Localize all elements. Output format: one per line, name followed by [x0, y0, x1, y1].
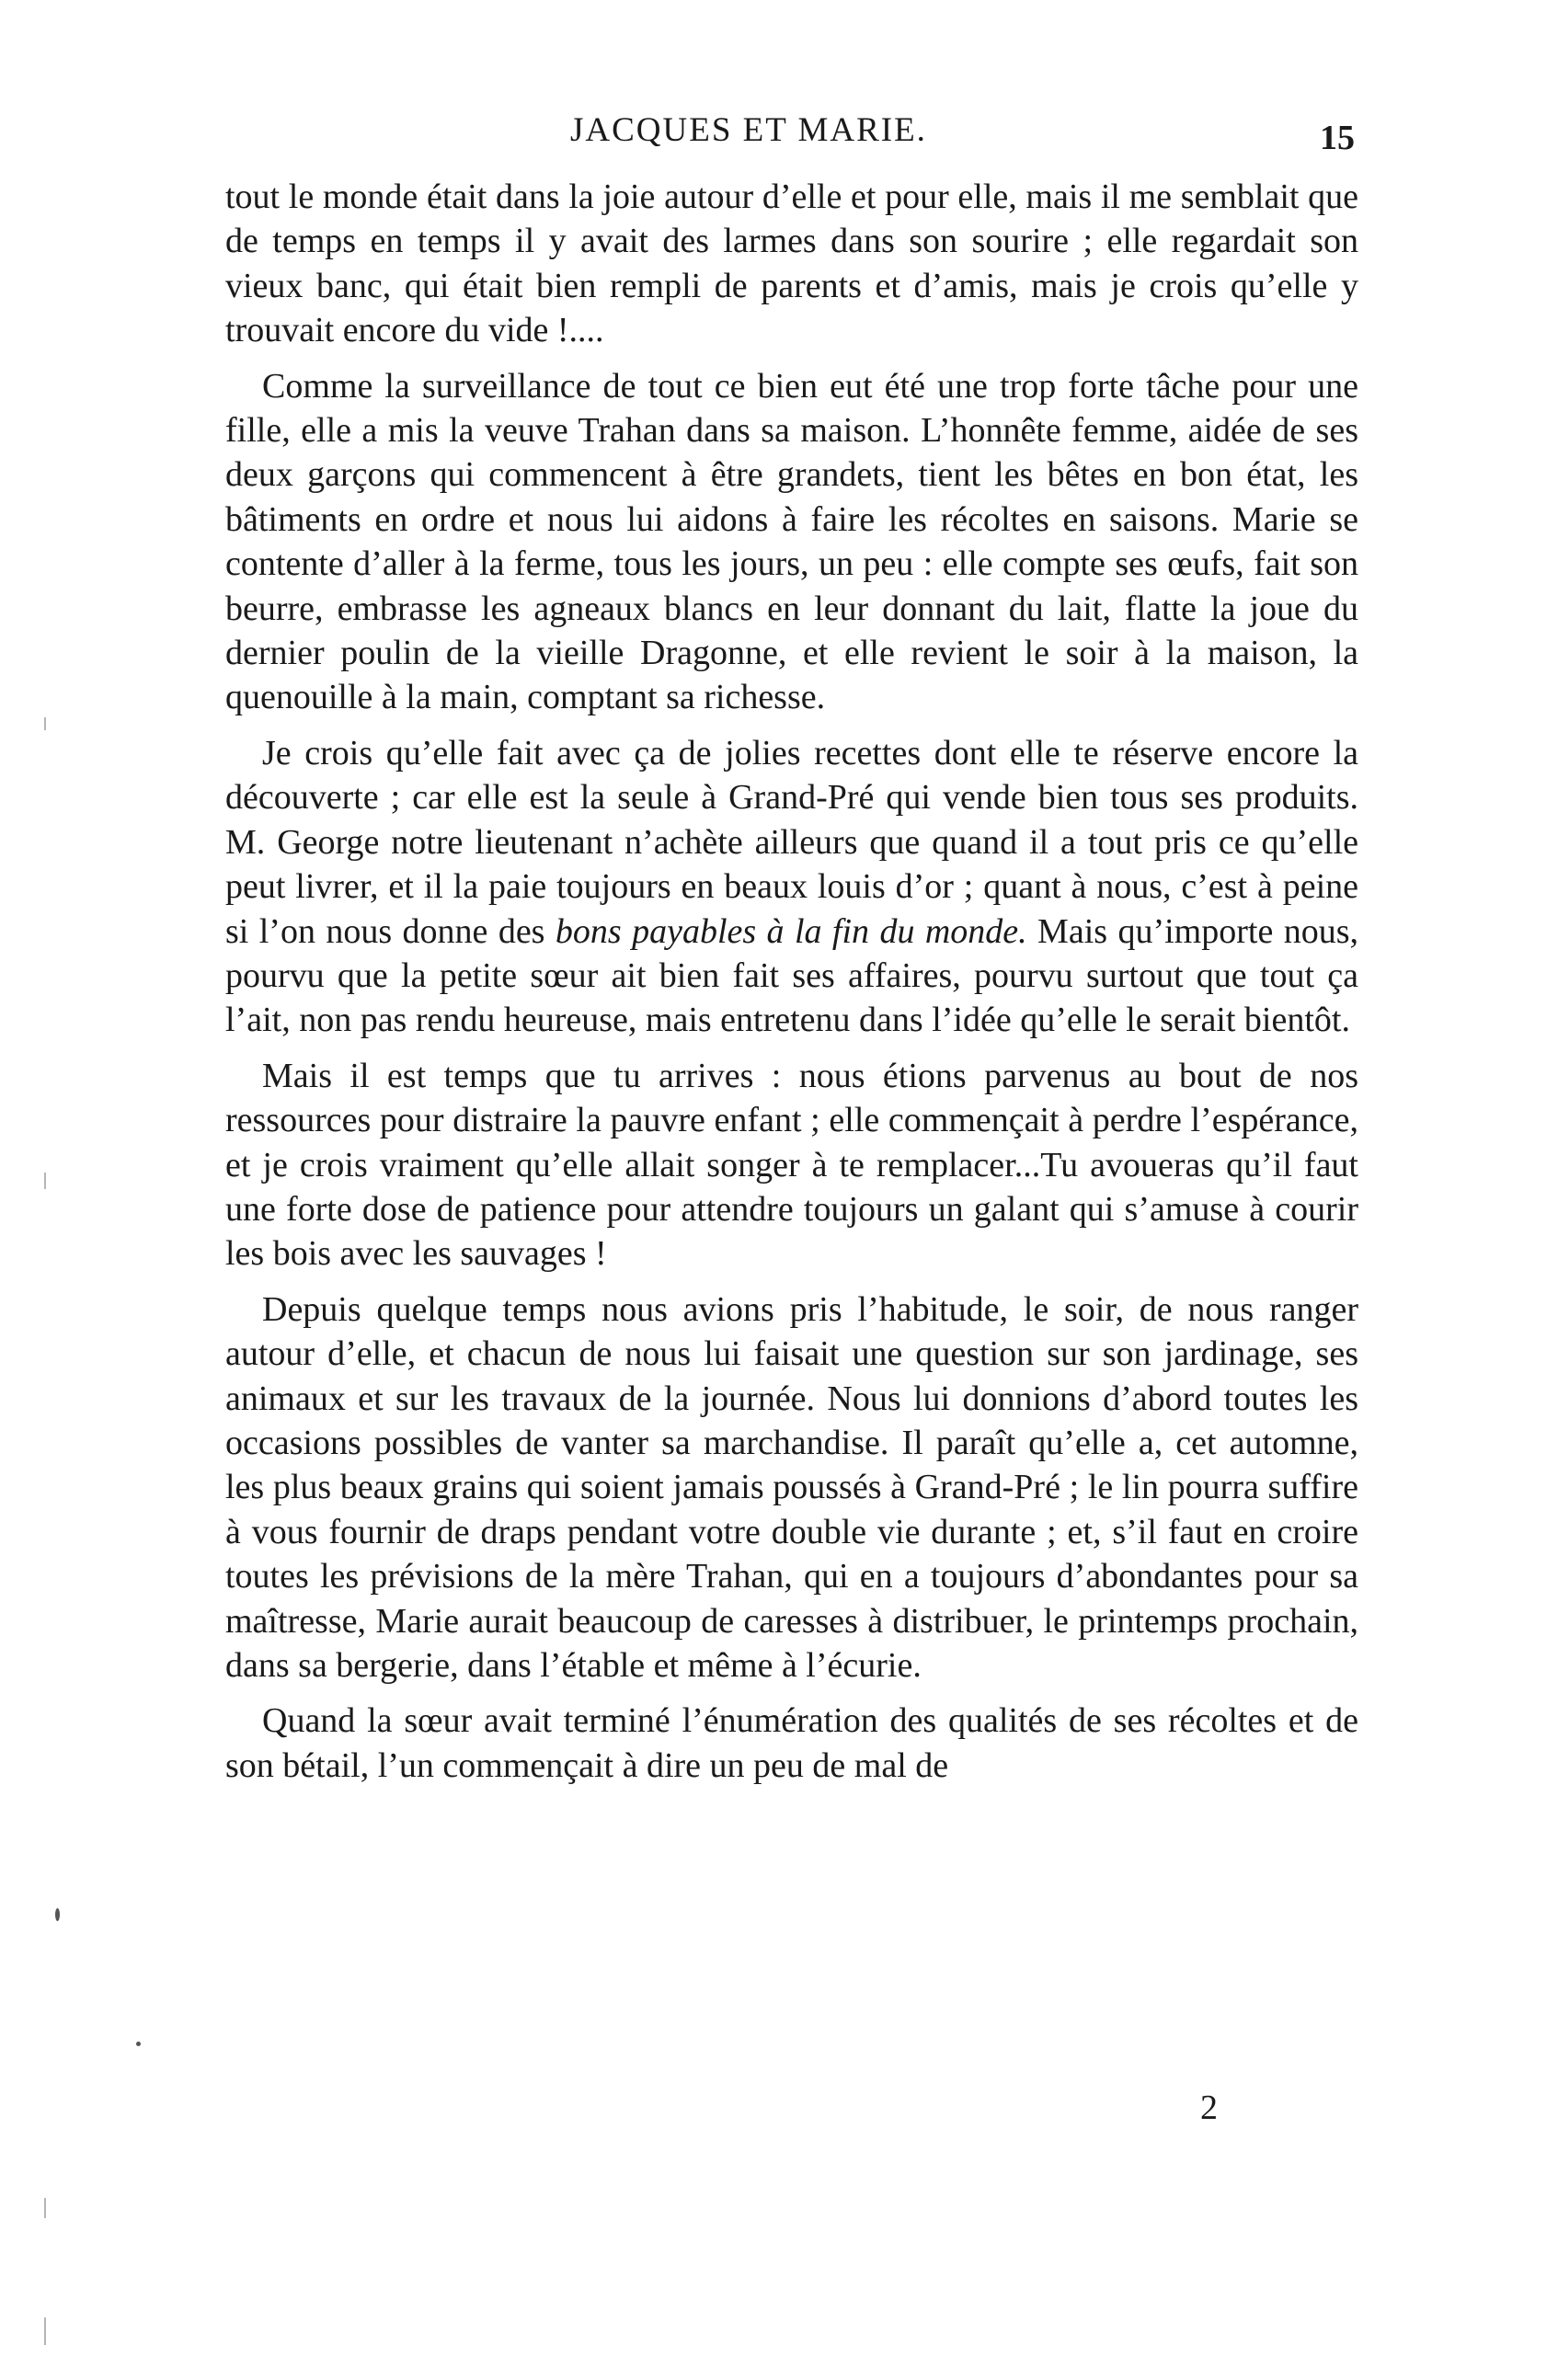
- paragraph-5: Depuis quelque temps nous avions pris l’habitude, le soir, de nous ranger autour d’elle, et chacun de nous lui faisait une question sur son jardinage, ses animaux et sur les travaux de la journée. Nous lui donnions d’abord toutes les occasions possibles de vanter sa marchandise. Il paraît qu’elle a, cet automne, les plus beaux grains qui soient jamais poussés à Grand-Pré ; le lin pourra suffire à vous fournir de draps pendant votre double vie durante ; et, s’il faut en croire toutes les prévisions de la mère Trahan, qui en a toujours d’abondantes pour sa maîtresse, Marie aurait beaucoup de caresses à distribuer, le printemps prochain, dans sa bergerie, dans l’étable et même à l’écurie.: [225, 1289, 1358, 1685]
- paragraph-3-italic: bons payables à la fin du monde.: [555, 911, 1027, 951]
- margin-scan-mark: [44, 2198, 46, 2218]
- body-text: [225, 175, 1358, 1799]
- paragraph-3: [225, 731, 1358, 1043]
- page-number: 15: [1320, 119, 1355, 157]
- running-head: JACQUES ET MARIE.: [570, 111, 927, 149]
- paragraph-3-text-b: Mais qu’importe nous, pourvu que la petite sœur ait bien fait ses affaires, pourvu surtout que tout ça l’ait, non pas rendu heureuse, mais entretenu dans l’idée qu’elle le serait bientôt.: [225, 911, 1358, 1040]
- paragraph-4: Mais il est temps que tu arrives : nous étions parvenus au bout de nos ressources pour distraire la pauvre enfant ; elle commençait à perdre l’espérance, et je crois vraiment qu’elle allait songer à te remplacer...Tu avoueras qu’il faut une forte dose de patience pour attendre toujours un galant qui s’amuse à courir les bois avec les sauvages !: [225, 1056, 1358, 1274]
- margin-ink-spot: [136, 2042, 141, 2046]
- margin-scan-mark: [44, 717, 46, 730]
- margin-scan-mark: [44, 2317, 46, 2345]
- margin-ink-spot: [55, 1908, 60, 1921]
- paragraph-1: tout le monde était dans la joie autour d’elle et pour elle, mais il me semblait que de temps en temps il y avait des larmes dans son sourire ; elle regardait son vieux banc, qui était bien rempli de parents et d’amis, mais je crois qu’elle y trouvait encore du vide !....: [225, 177, 1358, 350]
- paragraph-2: Comme la surveillance de tout ce bien eut été une trop forte tâche pour une fille, elle a mis la veuve Trahan dans sa maison. L’honnête femme, aidée de ses deux garçons qui commencent à être grandets, tient les bêtes en bon état, les bâtiments en ordre et nous lui aidons à faire les récoltes en saisons. Marie se contente d’aller à la ferme, tous les jours, un peu : elle compte ses œufs, fait son beurre, embrasse les agneaux blancs en leur donnant du lait, flatte la joue du dernier poulin de la vieille Dragonne, et elle revient le soir à la maison, la quenouille à la main, comptant sa richesse.: [225, 366, 1358, 717]
- paragraph-6: Quand la sœur avait terminé l’énumération des qualités de ses récoltes et de son bétail, l’un commençait à dire un peu de mal de: [225, 1701, 1358, 1785]
- margin-scan-mark: [44, 1173, 46, 1189]
- paragraph-3-text-a: Je crois qu’elle fait avec ça de jolies recettes dont elle te réserve encore la découverte ; car elle est la seule à Grand-Pré qui vende bien tous ses produits. M. George notre lieutenant n’achète ailleurs que quand il a tout pris ce qu’elle peut livrer, et il la paie toujours en beaux louis d’or ; quant à nous, c’est à peine si l’on nous donne des: [225, 733, 1358, 951]
- signature-mark: 2: [1200, 2088, 1218, 2127]
